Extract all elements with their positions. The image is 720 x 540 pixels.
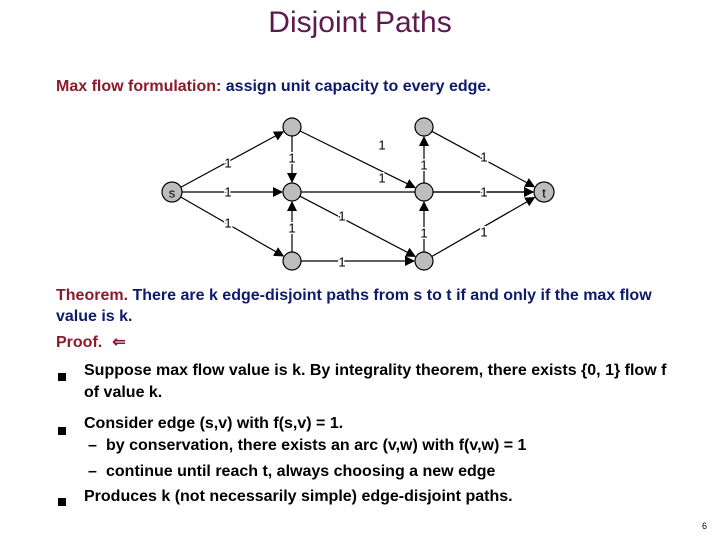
edge-b-f bbox=[300, 196, 415, 256]
bullet-marker bbox=[58, 427, 66, 435]
edge-capacity-label: 1 bbox=[480, 184, 488, 200]
sub-bullet-dash: – bbox=[88, 437, 97, 454]
bullet-consider-edge: Consider edge (s,v) with f(s,v) = 1. bbox=[84, 415, 344, 432]
edge-capacity-label: 1 bbox=[224, 184, 232, 200]
proof-label: Proof. bbox=[56, 334, 103, 351]
edge-a-e bbox=[300, 131, 415, 188]
node-b bbox=[283, 183, 301, 201]
edge-capacity-label: 1 bbox=[480, 224, 488, 240]
page-number: 6 bbox=[702, 521, 708, 531]
node-label-s: s bbox=[168, 185, 176, 201]
proof-heading bbox=[56, 332, 126, 352]
formulation-lead: Max flow formulation: bbox=[56, 78, 222, 95]
node-c bbox=[283, 252, 301, 270]
edge-capacity-label: 1 bbox=[378, 137, 386, 153]
edge-capacity-label: 1 bbox=[420, 225, 428, 241]
bullet-marker bbox=[58, 373, 66, 381]
edge-capacity-label: 1 bbox=[480, 149, 488, 165]
edge-capacity-label: 1 bbox=[338, 208, 346, 224]
bullet-produces-paths: Produces k (not necessarily simple) edge-disjoint paths. bbox=[84, 488, 513, 505]
slide-title: Disjoint Paths bbox=[268, 6, 452, 39]
sub-bullet-continue: continue until reach t, always choosing a new edge bbox=[106, 463, 496, 480]
bullet-marker bbox=[58, 498, 66, 506]
node-d bbox=[415, 118, 433, 136]
edge-capacity-label: 1 bbox=[378, 170, 386, 186]
sub-bullet-conservation: by conservation, there exists an arc (v,w) with f(v,w) = 1 bbox=[106, 437, 527, 454]
node-f bbox=[415, 252, 433, 270]
node-label-t: t bbox=[542, 185, 546, 201]
edge-capacity-label: 1 bbox=[224, 155, 232, 171]
edge-capacity-label: 1 bbox=[338, 254, 346, 270]
sub-bullet-dash: – bbox=[88, 463, 97, 480]
formulation-text: assign unit capacity to every edge. bbox=[225, 78, 491, 95]
node-e bbox=[415, 183, 433, 201]
edge-capacity-label: 1 bbox=[288, 150, 296, 166]
implies-left-symbol: ⇐ bbox=[112, 334, 126, 351]
edge-capacity-label: 1 bbox=[224, 215, 232, 231]
theorem-statement bbox=[56, 285, 676, 327]
edge-capacity-label: 1 bbox=[288, 220, 296, 236]
node-a bbox=[283, 118, 301, 136]
edge-s-c bbox=[181, 197, 284, 256]
edge-capacity-label: 1 bbox=[420, 157, 428, 173]
theorem-lead: Theorem. bbox=[56, 287, 129, 304]
theorem-body: There are k edge-disjoint paths from s to t if and only if the max flow value is k. bbox=[56, 287, 652, 325]
edge-s-a bbox=[181, 132, 283, 187]
bullet-integrality: Suppose max flow value is k. By integrality theorem, there exists {0, 1} flow f of value k. bbox=[84, 362, 667, 401]
